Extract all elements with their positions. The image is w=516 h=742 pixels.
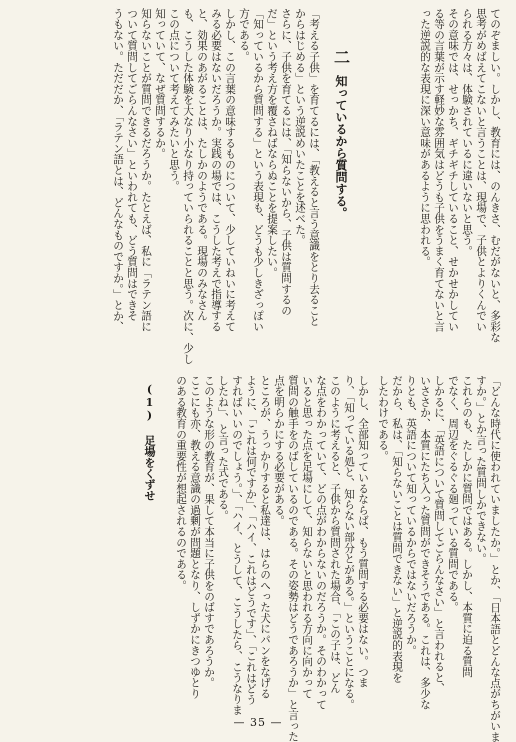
text-line: 質問の触手をのばしているのである。その姿勢はどうであろうか」と言った (287, 375, 299, 742)
text-line: すればいいのでしょう。」、「ハイ、とうして、こうしたら、こうなりま (231, 375, 243, 716)
text-line: てのぞましい。しかし、教育には、のんきさ、むだがないと、多彩な (489, 8, 501, 343)
text-line: 「考える子供」を育てるには、「教えると言う意識をとり去ること (308, 8, 320, 327)
text-line: さらに、子供を育てるには、「知らないから、子供は質問するの (280, 8, 292, 316)
text-line: しかし、この言葉の意味するものについて、少していねいに考えて (224, 8, 236, 332)
text-line: ように、「これは何ですか」、「ハイ、これはどうです」、「これはどう (245, 375, 257, 705)
text-line: な点をわかっていて、どの点がわからないのだろうか。そのわかって (315, 375, 327, 710)
text-line: みる必要はないだろうか。実践の場では、こうした考えで指導する (210, 8, 222, 332)
text-line: りとも、英語について知っているからではないだろうか。 (405, 375, 417, 656)
text-line: る等の言葉が示す軽妙な雰囲気はどうも子供をうまく育てないと言 (433, 8, 445, 332)
upper-intro-column (418, 8, 502, 343)
section-title: 知っているから質問する。 (334, 75, 348, 219)
text-line: のある教育の重要性が想起されるのである。 (175, 375, 187, 591)
text-line: 点を明らかにする必要がある。 (273, 375, 285, 527)
text-line: したね」、と言った式である。 (217, 375, 229, 521)
text-line: いると思った点を足場にして、知らないと思われる方向に向かって (301, 375, 313, 699)
upper-half (0, 0, 516, 365)
lower-right-column (376, 375, 502, 742)
upper-section-column (111, 8, 321, 365)
text-line: しかし、全部知っているならば、もう質問する必要はない。つま (357, 375, 369, 689)
text-line: も、こうした体験を大なり小なり持っていられることと思う。次に、少し (182, 8, 194, 365)
text-line: ところが、うっかりすると私達は、はらのへった犬にパンをなげる (259, 375, 271, 699)
text-line: したわけである。 (377, 375, 389, 462)
text-line: 「知っているから質問する」という表現も、どうも少しきざっぽい (252, 8, 264, 332)
text-line: すか。」とか言った質問しかできない。 (475, 375, 487, 565)
text-line: った逆説的な表現に深い意味があるように思われる。 (419, 8, 431, 268)
text-line: このように考えると、子供から質問された場合、「この子は、どん (329, 375, 341, 694)
text-line: 方である。 (238, 8, 250, 62)
section-numeral: 二 (334, 48, 351, 67)
text-line: だから、私は、「知らないことは質問できない」と逆説的表現を (391, 375, 403, 683)
text-line: このような形の教育が、果して本当に子供をのばすであろうか。 (203, 375, 215, 689)
page-number: — 35 — (233, 716, 283, 729)
text-line: この点について考えてみたいと思う。 (168, 8, 180, 192)
text-line: と、効果のあがることは、たしかのようである。現場のみなさん (196, 8, 208, 322)
text-line: からはじめる」という逆説めいたことを述べた。 (294, 8, 306, 246)
text-line: これらのも、たしかに質問ではある。しかし、本質に迫る質問 (461, 375, 473, 678)
text-line: られる方々は、体験されているに違いないと思う。 (461, 8, 473, 257)
text-line: ついて質問してごらんなさい」といわれても、どう質問はできそ (126, 8, 138, 322)
text-line: うもない。ただだか、「ラテン語とは、どんなものですか。」とか、 (112, 8, 124, 333)
subsection-title: (1) 足場をくずせ (143, 383, 156, 501)
text-line: 「どんな時代に使われていましたか。」とか、「日本語とどんな点がちがいま (489, 375, 501, 742)
text-line: その意味では、せっかち、ギチギチしていること、せかせかしてい (447, 8, 459, 332)
text-line: でなく、周辺をぐるぐる廻っている質問である。 (447, 375, 459, 613)
text-line: ここにも亦、教える意識の過剰が問題となり、しずかにきつゆとり (189, 375, 201, 699)
text-line: いささか、本質にたち入った質問ができそうである。これは、多少な (419, 375, 431, 710)
text-line: り、「知っている処と、知らない部分とがある。」ということになる。 (343, 375, 355, 710)
text-line: だ」という考え方を覆さねばならぬことを提案したい。 (266, 8, 278, 278)
text-line: 知っていて、なぜ質問するか。 (154, 8, 166, 160)
text-line: 知らないことが質問できるだろうか。たとえば、私に「ラテン語に (140, 8, 152, 332)
text-line: 思考がめばえてこないと言うことは、現場で、子供とよりくんでい (475, 8, 487, 332)
text-line: しかるに、「英語について質問してごらんなさい」と言われると、 (433, 375, 445, 694)
